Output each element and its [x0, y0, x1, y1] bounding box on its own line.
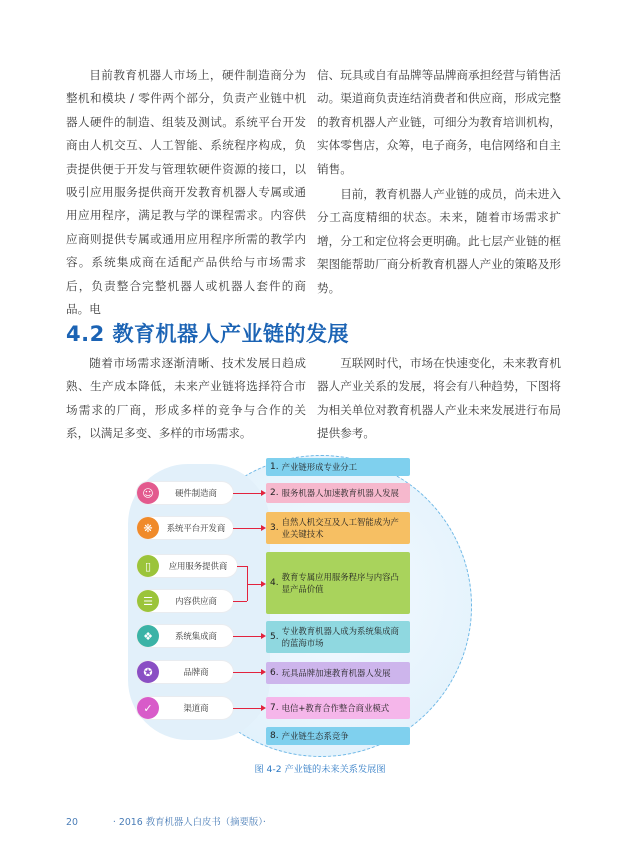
connector-line [233, 528, 261, 529]
member-label: 应用服务提供商 [168, 561, 228, 571]
trend-text: 电信+教育合作整合商业模式 [281, 703, 390, 713]
tablet-icon: ▯ [137, 555, 159, 577]
connector-line [233, 493, 261, 494]
trend-bar [266, 512, 410, 544]
badge-icon: ✪ [137, 661, 159, 683]
paragraph: 目前，教育机器人产业链的成员，尚未进入分工高度精细的状态。未来，随着市场需求扩增，分工和定位将会更明确。此七层产业链的框架图能帮助厂商分析教育机器人产业的策略及形势。 [317, 187, 561, 295]
member-label: 渠道商 [183, 703, 209, 713]
paragraph: 互联网时代，市场在快速变化，未来教育机器人产业关系的发展，将会有八种趋势，下图将为相关单位对教育机器人产业未来发展进行布局提供参考。 [317, 356, 561, 441]
trend-number: 3. [270, 523, 279, 533]
book-icon: ☰ [137, 590, 159, 612]
page-footer [66, 814, 266, 828]
trend-text: 专业教育机器人成为系统集成商的蓝海市场 [281, 626, 399, 648]
trend-bar [266, 727, 410, 745]
trend-bar [266, 458, 410, 476]
member-system-platform-developer [137, 517, 233, 539]
trend-bar [266, 697, 410, 719]
member-app-service-provider [137, 555, 237, 577]
trend-text: 产业链生态系竞争 [281, 731, 349, 741]
connector-line [237, 566, 247, 567]
trend-number: 5. [270, 632, 279, 642]
bottom-left-column [66, 352, 306, 446]
top-right-column [317, 64, 561, 300]
member-label: 内容供应商 [175, 596, 217, 606]
member-hardware-manufacturer [137, 482, 233, 504]
member-label: 系统集成商 [175, 631, 217, 641]
footer-title: · 2016 教育机器人白皮书（摘要版）· [112, 817, 266, 828]
paragraph: 信、玩具或自有品牌等品牌商承担经营与销售活动。渠道商负责连结消费者和供应商，形成完整的教育机器人产业链，可细分为教育培训机构，实体零售店，众筹，电子商务，电信网络和自主销售。 [317, 68, 561, 176]
member-system-integrator [137, 625, 233, 647]
section-title: 4.2 教育机器人产业链的发展 [66, 322, 350, 346]
connector-line [233, 601, 247, 602]
member-brand [137, 661, 233, 683]
member-label: 系统平台开发商 [166, 523, 226, 533]
connector-line [247, 584, 261, 585]
paragraph: 目前教育机器人市场上，硬件制造商分为整机和模块 / 零件两个部分，负责产业链中机器人硬件的制造、组装及测试。系统平台开发商由人机交互、人工智能、系统程序构成，负责提供便于开发与管理软硬件资源的接口，以吸引应用服务提供商开发教育机器人专属或通用应用程序，满足教与学的课程需求。内容供应商则提供专属或通用应用程序所需的教学内容。系统集成商在适配产品供给与市场需求后，负责整合完整机器人或机器人套件的商品。电 [66, 68, 306, 317]
bottom-right-column [317, 352, 561, 446]
trend-number: 6. [270, 668, 279, 678]
trend-bar [266, 621, 410, 653]
member-channel [137, 697, 233, 719]
connector-line [233, 708, 261, 709]
member-label: 硬件制造商 [175, 488, 217, 498]
trend-text: 自然人机交互及人工智能成为产业关键技术 [281, 517, 399, 539]
trend-text: 服务机器人加速教育机器人发展 [281, 488, 399, 498]
trend-number: 7. [270, 703, 279, 713]
cube-icon: ❖ [137, 625, 159, 647]
connector-line [233, 636, 261, 637]
member-content-provider [137, 590, 233, 612]
brain-icon: ❋ [137, 517, 159, 539]
cart-icon: ✓ [137, 697, 159, 719]
trend-bar [266, 483, 410, 503]
trend-number: 1. [270, 462, 279, 472]
trend-text: 玩具品牌加速教育机器人发展 [281, 668, 391, 678]
connector-line [233, 672, 261, 673]
page-number: 20 [66, 817, 78, 828]
trend-bar [266, 662, 410, 684]
member-label: 品牌商 [183, 667, 209, 677]
top-left-column [66, 64, 306, 321]
robot-icon: ☺ [137, 482, 159, 504]
trend-text: 教育专属应用服务程序与内容凸显产品价值 [281, 572, 399, 594]
trend-number: 4. [270, 578, 279, 588]
figure-caption: 图 4-2 产业链的未来关系发展图 [254, 764, 386, 775]
paragraph: 随着市场需求逐渐清晰、技术发展日趋成熟、生产成本降低，未来产业链将选择符合市场需求的厂商，形成多样的竞争与合作的关系，以满足多变、多样的市场需求。 [66, 356, 306, 441]
trend-text: 产业链形成专业分工 [281, 462, 357, 472]
trend-number: 2. [270, 488, 279, 498]
trend-bar [266, 552, 410, 614]
trend-number: 8. [270, 731, 279, 741]
